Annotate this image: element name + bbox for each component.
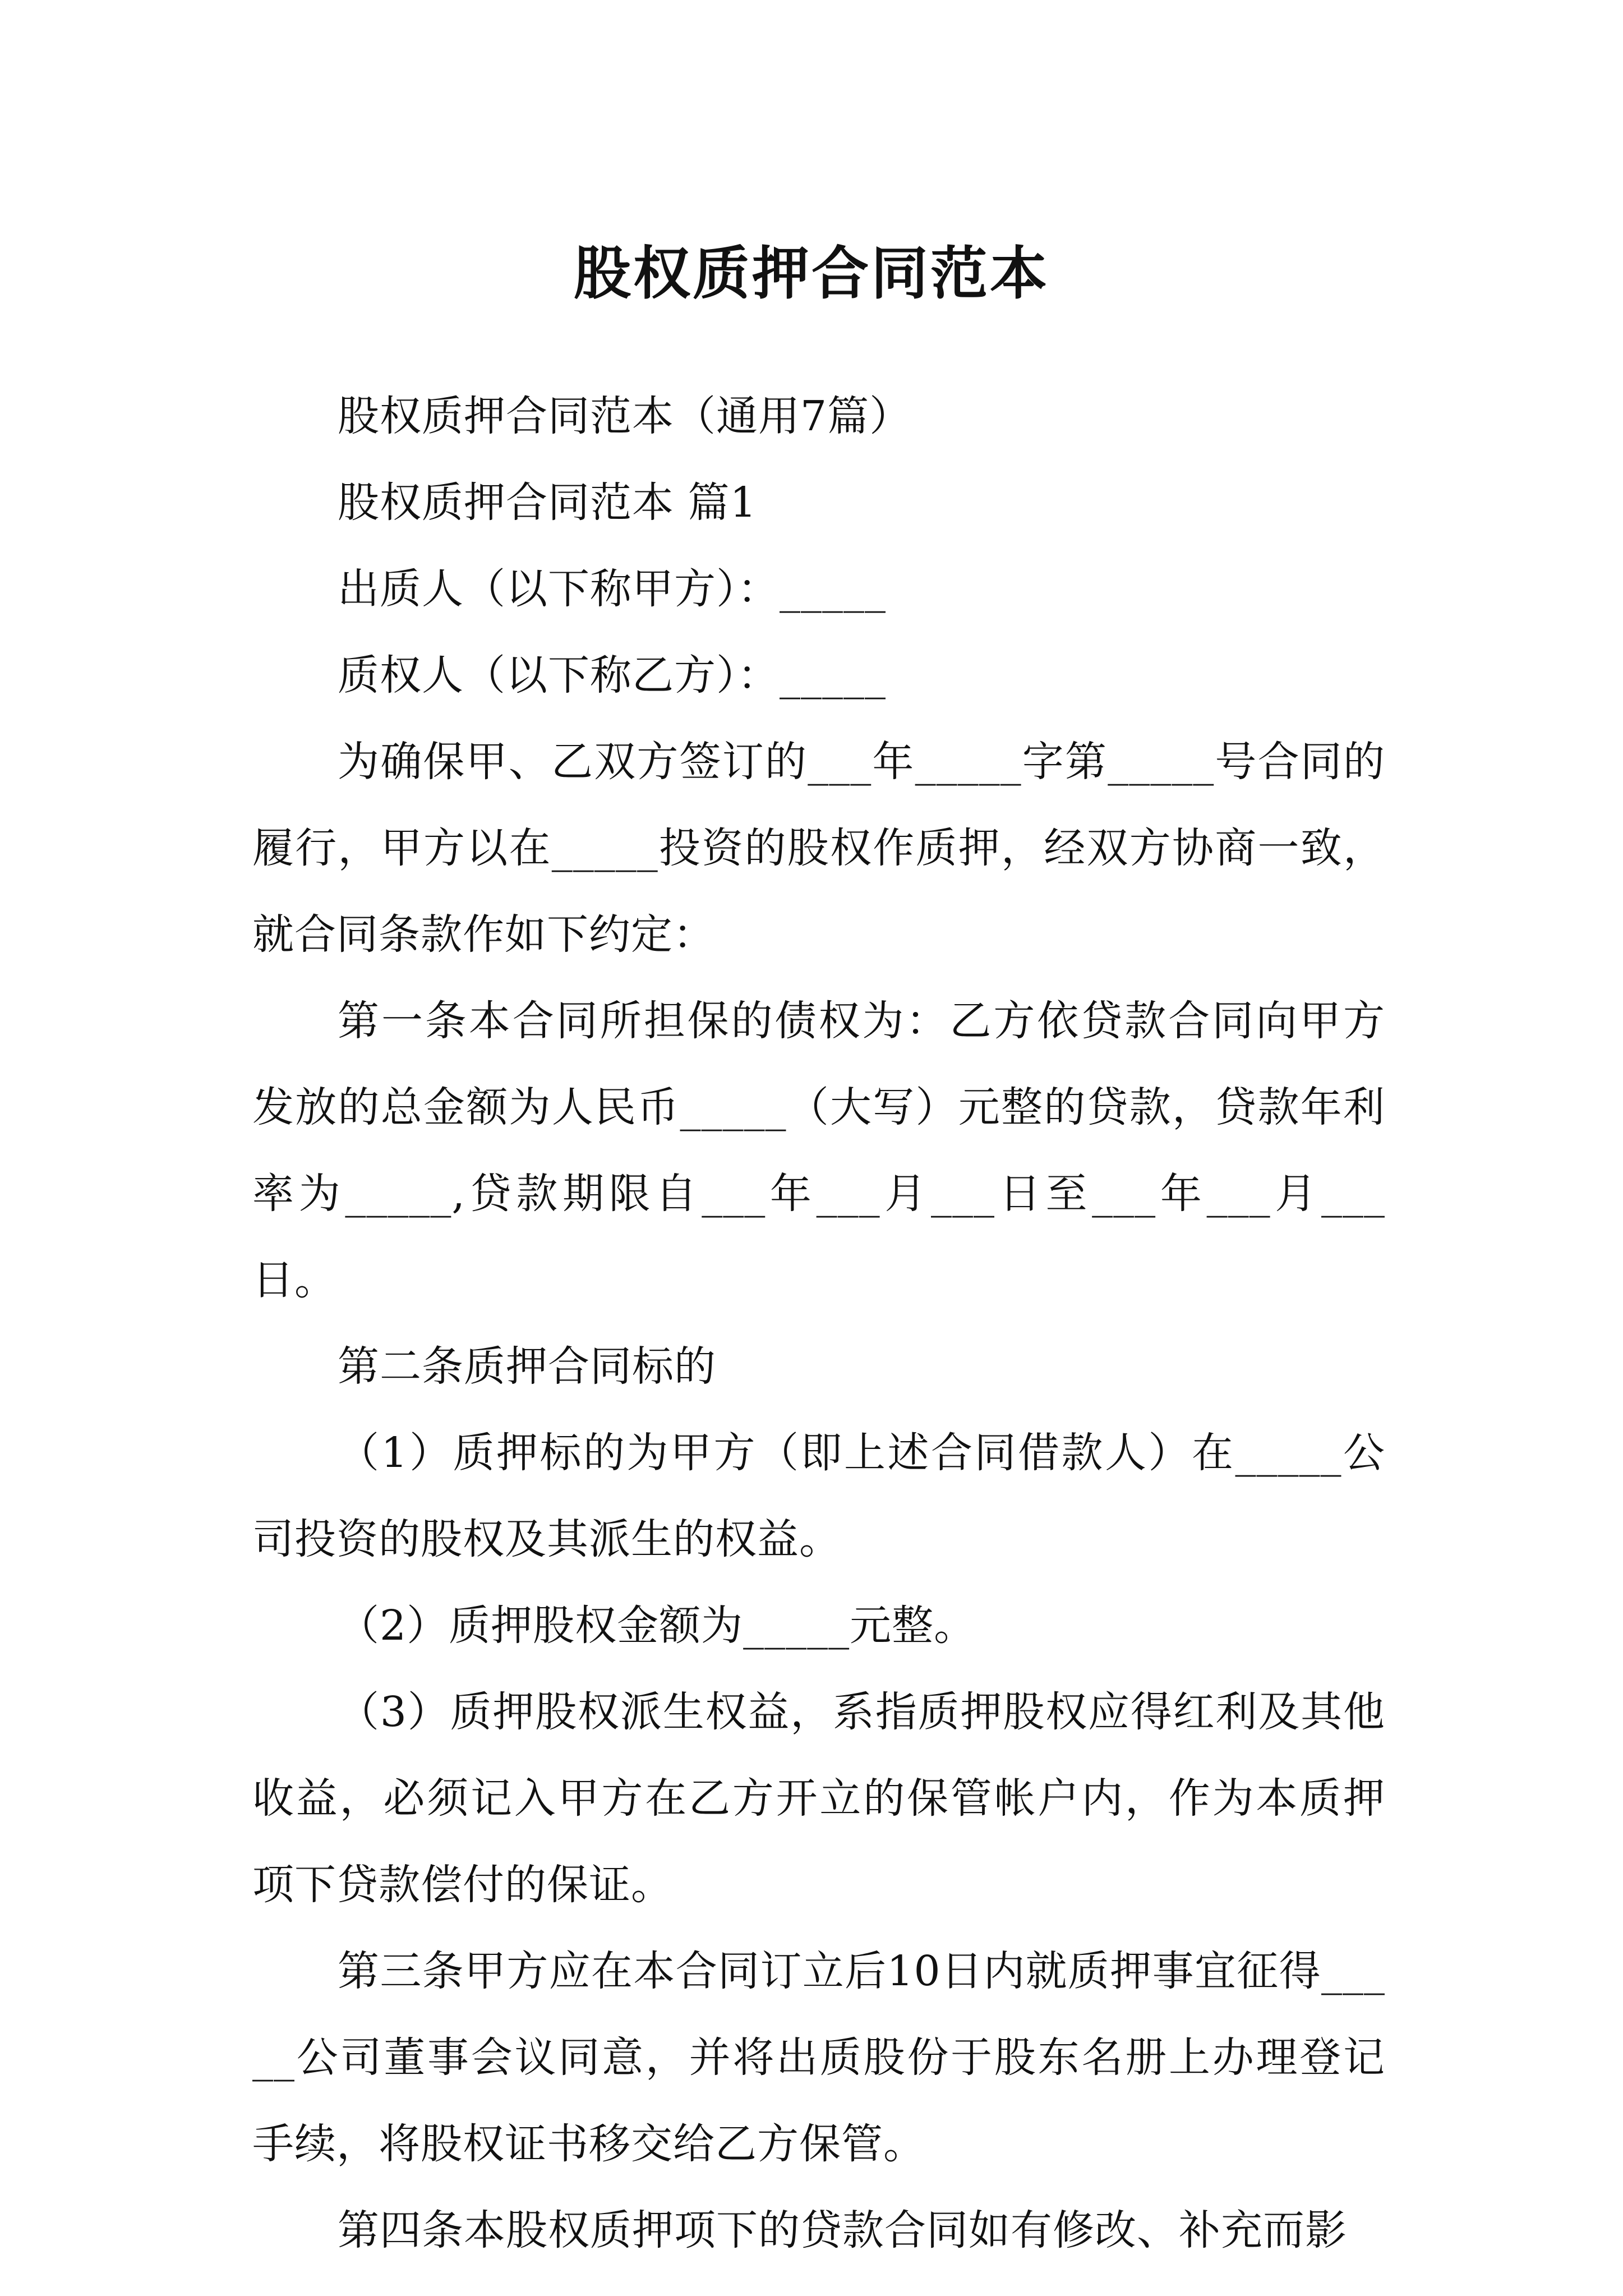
paragraph-article-1: 第一条本合同所担保的债权为：乙方依贷款合同向甲方发放的总金额为人民币_____（大写）元整的贷款，贷款年利率为_____,贷款期限自___年___月___日至___年___月___日。 [252,997,1385,1304]
paragraph-article-3: 第三条甲方应在本合同订立后10日内就质押事宜征得_____公司董事会议同意，并将出质股份于股东名册上办理登记手续，将股权证书移交给乙方保管。 [252,1947,1385,2168]
document-title: 股权质押合同范本 [574,240,1049,308]
paragraph-article-2-item-1: （1）质押标的为甲方（即上述合同借款人）在_____公司投资的股权及其派生的权益。 [252,1429,1385,1563]
paragraph-pledgor: 出质人（以下称甲方）：_____ [338,565,886,613]
paragraph-pledgee: 质权人（以下称乙方）：_____ [338,651,886,700]
document-body [252,373,1385,2274]
paragraph-article-2-item-2: （2）质押股权金额为_____元整。 [338,1602,976,1650]
paragraph-article-2-heading: 第二条质押合同标的 [338,1342,716,1391]
paragraph-article-4: 第四条本股权质押项下的贷款合同如有修改、补充而影 [338,2206,1347,2254]
paragraph-section-heading: 股权质押合同范本 篇1 [338,478,757,527]
paragraph-article-2-item-3: （3）质押股权派生权益，系指质押股权应得红利及其他收益，必须记入甲方在乙方开立的保管帐户内，作为本质押项下贷款偿付的保证。 [252,1688,1385,1909]
paragraph-collection-title: 股权质押合同范本（通用7篇） [338,392,912,440]
paragraph-preamble: 为确保甲、乙双方签订的___年_____字第_____号合同的履行，甲方以在_____投资的股权作质押，经双方协商一致，就合同条款作如下约定： [252,738,1385,959]
